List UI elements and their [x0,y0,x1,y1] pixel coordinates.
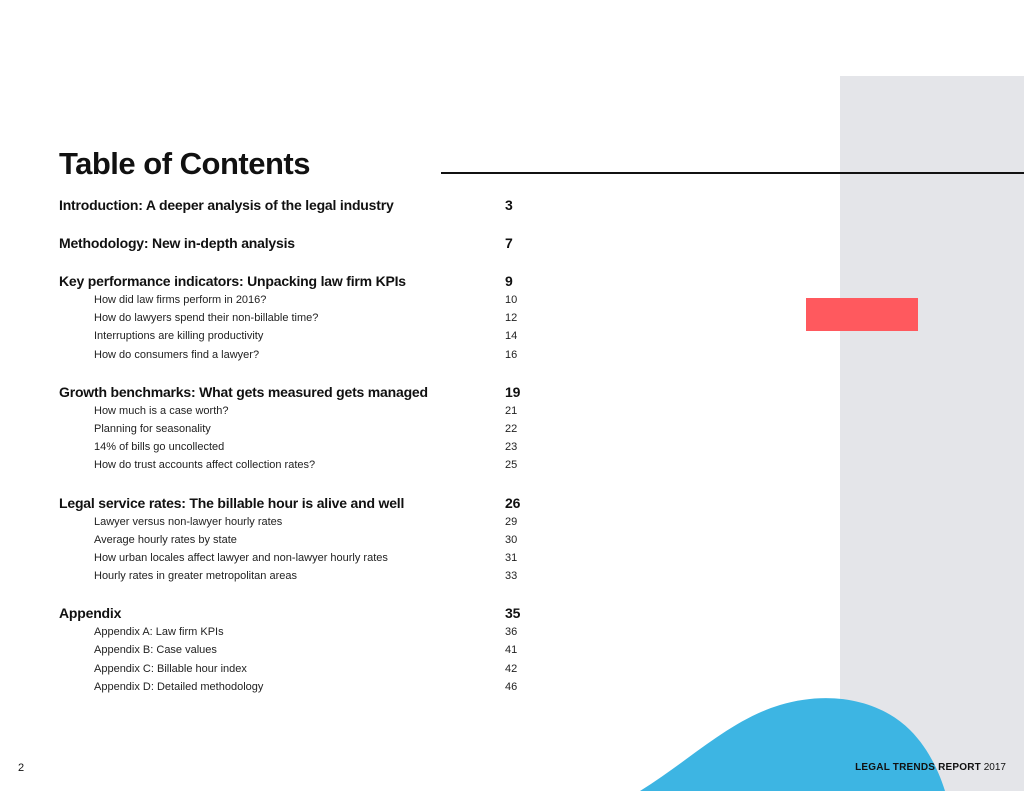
toc-subentry-page: 22 [505,422,518,435]
toc-section-entry[interactable] [59,195,539,215]
toc-subentry-page: 14 [505,330,518,343]
toc-subentry-title: How do trust accounts affect collection rates? [94,459,316,472]
footer-brand [855,762,1006,773]
toc-section-title: Methodology: New in-depth analysis [59,235,295,251]
toc-subentry[interactable] [59,660,539,678]
toc-subentry-page: 31 [505,551,518,564]
toc-subentry-page: 41 [505,644,518,657]
toc-subentry[interactable] [59,327,539,345]
toc-section-title: Legal service rates: The billable hour is alive and well [59,494,405,511]
decorative-red-bar [806,298,918,331]
toc-section-page: 35 [505,605,521,622]
toc-section-entry[interactable] [59,233,539,253]
toc-subentry-title: Appendix D: Detailed methodology [94,680,264,693]
toc-subentry-title: Planning for seasonality [94,422,211,435]
toc-subentry-page: 10 [505,294,518,306]
toc-section [59,271,539,364]
toc-subentry[interactable] [59,438,539,456]
toc-subentry-page: 12 [505,312,518,325]
toc-subentry-title: 14% of bills go uncollected [94,441,225,454]
toc-section-page: 3 [505,197,513,213]
toc-section-entry[interactable] [59,271,539,291]
toc-subentry-title: Lawyer versus non-lawyer hourly rates [94,515,283,528]
toc-subentry-title: How urban locales affect lawyer and non-lawyer hourly rates [94,551,388,564]
toc-subentry[interactable] [59,346,539,364]
toc-subentry-title: Average hourly rates by state [94,533,237,546]
toc-subentry[interactable] [59,549,539,567]
toc-subentry[interactable] [59,641,539,659]
page-title: Table of Contents [59,146,310,181]
table-of-contents [59,195,539,714]
toc-section-page: 26 [505,494,521,511]
toc-subentry[interactable] [59,678,539,696]
toc-section-page: 19 [505,383,521,400]
toc-section-title: Growth benchmarks: What gets measured gets managed [59,383,428,400]
toc-subentry[interactable] [59,567,539,585]
toc-section-entry[interactable] [59,603,539,623]
toc-section-entry[interactable] [59,493,539,513]
toc-section [59,195,539,215]
toc-subentry-page: 30 [505,533,518,546]
toc-section-title: Introduction: A deeper analysis of the legal industry [59,197,394,213]
footer-year: 2017 [983,762,1006,773]
toc-subentry-page: 46 [505,680,518,693]
toc-subentry-title: Interruptions are killing productivity [94,330,264,343]
toc-section-page: 9 [505,273,513,289]
toc-section-entry[interactable] [59,382,539,402]
toc-subentry-title: How do consumers find a lawyer? [94,348,260,361]
toc-subentry-title: How do lawyers spend their non-billable time? [94,312,319,325]
page-number: 2 [18,762,25,774]
toc-subentry-title: How did law firms perform in 2016? [94,294,267,306]
toc-subentry-page: 42 [505,662,518,675]
toc-subentry-title: Appendix A: Law firm KPIs [94,626,224,639]
toc-subentry[interactable] [59,531,539,549]
toc-subentry-page: 21 [505,404,518,417]
footer-brand-name: LEGAL TRENDS REPORT [855,762,981,773]
toc-section [59,493,539,586]
toc-subentry[interactable] [59,420,539,438]
toc-subentry-page: 36 [505,626,518,639]
toc-subentry[interactable] [59,623,539,641]
toc-subentry[interactable] [59,309,539,327]
toc-subentry-page: 29 [505,515,518,528]
toc-subentry-page: 23 [505,441,518,454]
toc-subentry[interactable] [59,402,539,420]
toc-section [59,382,539,475]
toc-subentry-title: Hourly rates in greater metropolitan areas [94,570,297,583]
toc-section-title: Appendix [59,605,122,622]
toc-subentry-page: 25 [505,459,518,472]
toc-section-page: 7 [505,235,513,251]
title-rule [441,172,1024,174]
toc-subentry-title: Appendix C: Billable hour index [94,662,247,675]
toc-subentry-title: Appendix B: Case values [94,644,217,657]
toc-subentry-page: 16 [505,348,518,361]
toc-subentry[interactable] [59,513,539,531]
toc-section [59,233,539,253]
toc-section [59,603,539,696]
toc-subentry-page: 33 [505,570,518,583]
toc-section-title: Key performance indicators: Unpacking law firm KPIs [59,273,406,289]
toc-subentry-title: How much is a case worth? [94,404,229,417]
toc-subentry[interactable] [59,456,539,474]
toc-subentry[interactable] [59,291,539,309]
